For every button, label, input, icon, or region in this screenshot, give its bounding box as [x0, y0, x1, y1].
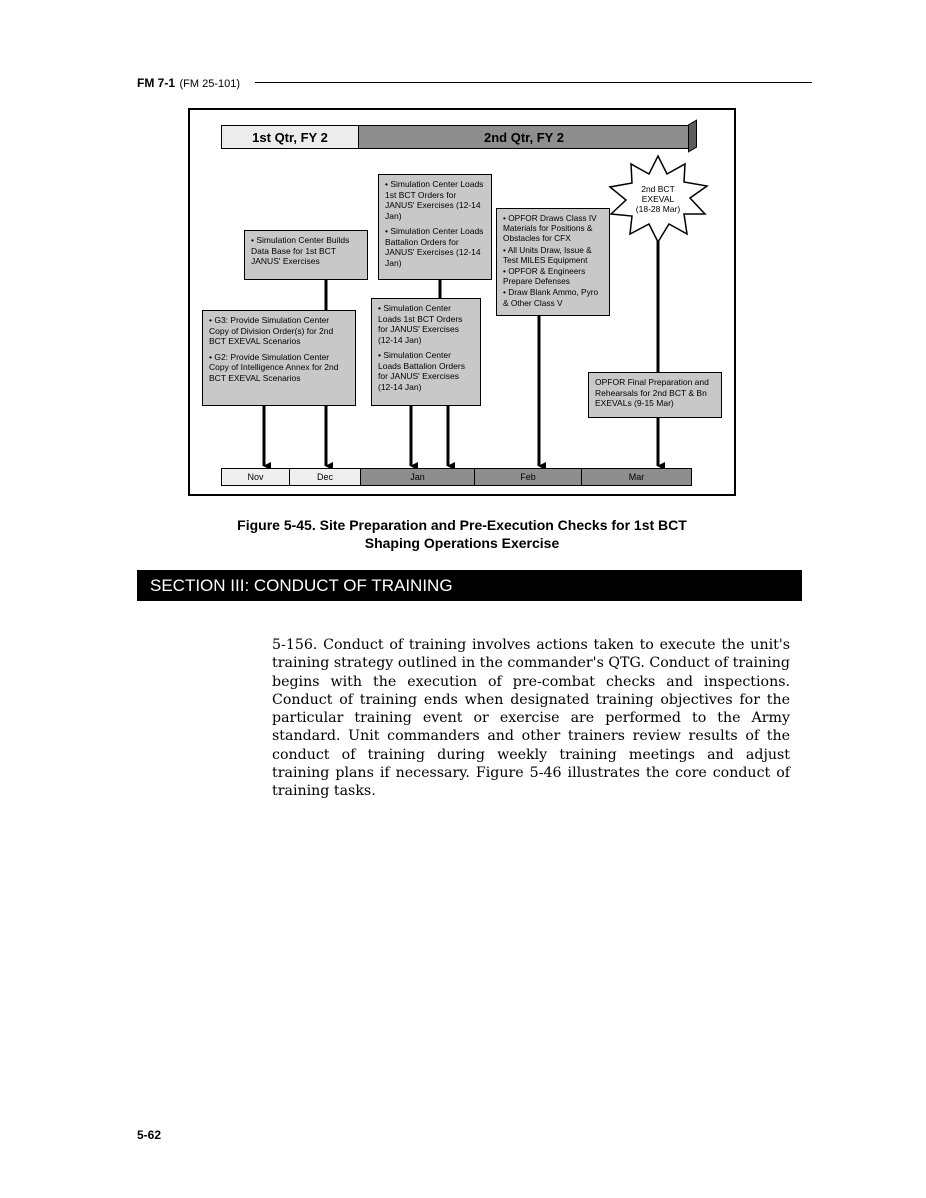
month-dec: Dec: [289, 468, 361, 486]
box-sim-center-builds: • Simulation Center Builds Data Base for 1st BCT JANUS' Exercises: [244, 230, 368, 280]
header-rule: [255, 82, 812, 83]
month-jan: Jan: [360, 468, 475, 486]
box-opfor-draws: • OPFOR Draws Class IV Materials for Positions & Obstacles for CFX • All Units Draw, Issue & Test MILES Equipment • OPFOR & Engineers Prepare Defenses • Draw Blank Ammo, Pyro & Other Class V: [496, 208, 610, 316]
month-feb: Feb: [474, 468, 582, 486]
box-g3-g2-provide: • G3: Provide Simulation Center Copy of Division Order(s) for 2nd BCT EXEVAL Scenarios • G2: Provide Simulation Center Copy of Intelligence Annex for 2nd BCT EXEVAL Scenarios: [202, 310, 356, 406]
paragraph-5-156: 5-156. Conduct of training involves actions taken to execute the unit's training strategy outlined in the commander's QTG. Conduct of training begins with the execution of pre-combat checks and inspections. Conduct of training ends when designated training objectives for the particular training event or exercise are performed to the Army standard. Unit commanders and other trainers review results of the conduct of training during weekly training meetings and adjust training plans if necessary. Figure 5-46 illustrates the core conduct of training tasks.: [272, 637, 790, 800]
box-jan-top: • Simulation Center Loads 1st BCT Orders for JANUS' Exercises (12-14 Jan) • Simulation Center Loads Battalion Orders for JANUS' Exercises (12-14 Jan): [378, 174, 492, 280]
box-opfor-final-prep: OPFOR Final Preparation and Rehearsals for 2nd BCT & Bn EXEVALs (9-15 Mar): [588, 372, 722, 418]
box-jan-bottom: • Simulation Center Loads 1st BCT Orders for JANUS' Exercises (12-14 Jan) • Simulation Center Loads Battalion Orders for JANUS' Exercises (12-14 Jan): [371, 298, 481, 406]
month-timeline: [221, 468, 691, 486]
header-manual-ref: (FM 25-101): [179, 78, 240, 90]
quarter-bar-q1: 1st Qtr, FY 2: [221, 125, 359, 149]
figure-5-45: [188, 108, 736, 496]
month-nov: Nov: [221, 468, 290, 486]
section-heading: SECTION III: CONDUCT OF TRAINING: [137, 570, 802, 601]
page-number: 5-62: [137, 1128, 162, 1142]
running-header: [137, 74, 812, 90]
header-manual-code: FM 7-1: [137, 76, 176, 90]
figure-caption: Figure 5-45. Site Preparation and Pre-Execution Checks for 1st BCT Shaping Operations Exercise: [237, 517, 687, 551]
exeval-starburst-label: 2nd BCT EXEVAL (18-28 Mar): [635, 184, 681, 214]
month-mar: Mar: [581, 468, 692, 486]
quarter-bar-q2: 2nd Qtr, FY 2: [358, 125, 690, 149]
